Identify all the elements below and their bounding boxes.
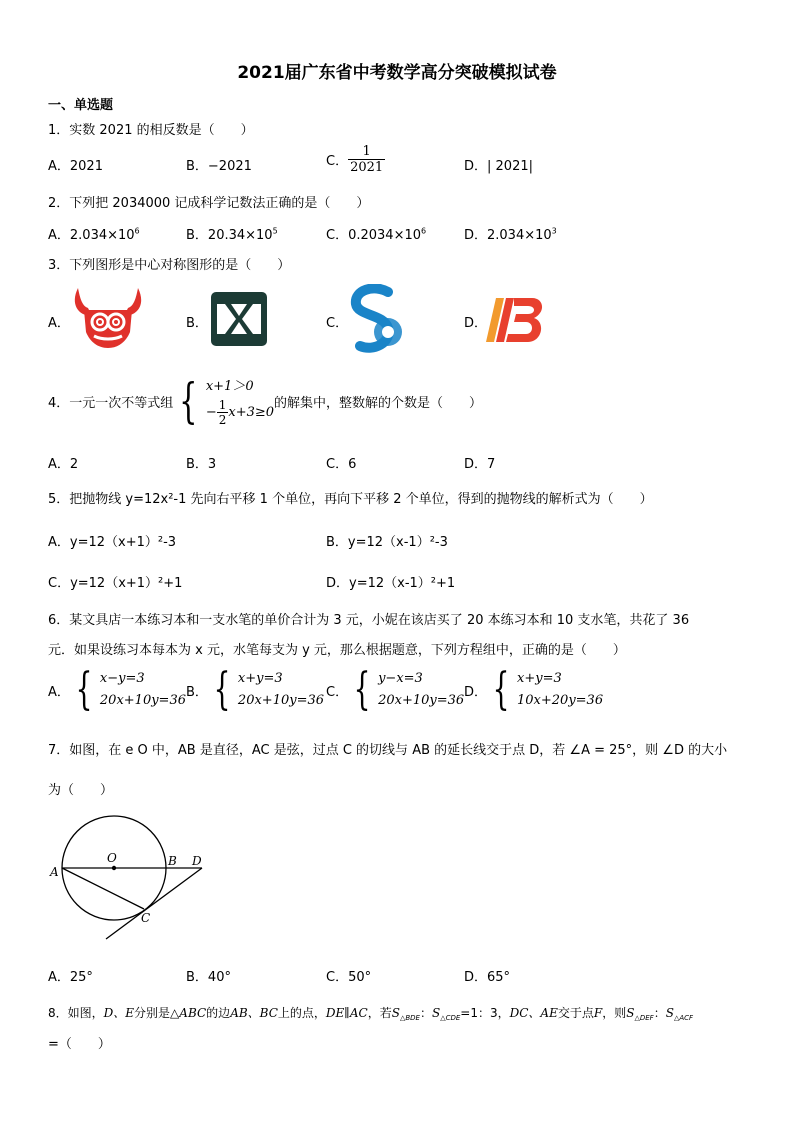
text: DE∥AC: [325, 1006, 368, 1020]
brace-icon: {: [353, 664, 371, 715]
q6-option-c[interactable]: [326, 664, 465, 715]
area-symbol: S: [391, 1006, 400, 1020]
q4-inequality-2: [206, 398, 274, 427]
q3-option-d[interactable]: D．: [464, 316, 488, 331]
text: =1：3，: [460, 1006, 510, 1020]
q6-stem-line2: 元．如果设练习本每本为 x 元，水笔每支为 y 元，那么根据题意，下列方程组中，正确的是（ ）: [48, 643, 626, 658]
q7-option-d[interactable]: D．65°: [464, 970, 511, 985]
equation-1: x+y=3: [517, 671, 562, 686]
fraction-numerator: 1: [218, 398, 227, 412]
q4-option-c[interactable]: C．6: [326, 457, 357, 472]
text: AB、BC: [230, 1006, 278, 1020]
q7-stem-line2: 为（ ）: [48, 783, 114, 798]
equation-system: [487, 664, 604, 715]
equation-1: x+y=3: [237, 671, 283, 686]
equation-2: 10x+20y=36: [517, 693, 604, 708]
q4-option-a[interactable]: A．2: [48, 457, 79, 472]
minus-sign: −: [205, 405, 217, 420]
subscript: △DEF: [634, 1014, 654, 1022]
q1-option-c-label: C．: [326, 154, 349, 169]
equation-system: [70, 664, 186, 715]
brace-icon: {: [492, 664, 510, 715]
brace-icon: {: [213, 664, 231, 715]
q7-stem-line1: 7．如图，在 e O 中，AB 是直径，AC 是弦，过点 C 的切线与 AB 的延长线交于点 D，若 ∠A = 25°，则 ∠D 的大小: [48, 743, 728, 758]
area-symbol: S: [665, 1006, 674, 1020]
q4-inequality-system: [173, 375, 274, 427]
text: DC、AE: [509, 1006, 558, 1020]
q3-option-b[interactable]: B．: [186, 316, 208, 331]
option-label: B．: [186, 684, 208, 700]
q2-option-a[interactable]: [48, 224, 140, 243]
fraction-numerator: 1: [362, 144, 371, 159]
q4-option-d[interactable]: D．7: [464, 457, 496, 472]
q1-option-d[interactable]: D．| 2021|: [464, 159, 533, 174]
text: 的边: [206, 1006, 231, 1020]
hourglass-logo: [209, 290, 269, 348]
text: ，则: [602, 1006, 627, 1020]
q8-stem-line2: =（ ）: [48, 1037, 111, 1052]
text: ，若: [367, 1006, 392, 1020]
option-label: A．: [48, 684, 70, 700]
q4-prefix: 4．一元一次不等式组: [48, 395, 174, 411]
q5-option-a[interactable]: A．y=12（x+1）²-3: [48, 535, 177, 550]
q4-stem: [48, 370, 482, 432]
option-base: B．20.34×10: [186, 228, 273, 243]
text: ：: [419, 1006, 432, 1020]
q7-circle-diagram: [44, 806, 220, 946]
q3-stem: 3．下列图形是中心对称图形的是（ ）: [48, 258, 291, 273]
option-exponent: 6: [421, 226, 427, 236]
b-logo: [484, 294, 548, 346]
q3-option-a[interactable]: A．: [48, 316, 70, 331]
option-label: D．: [464, 684, 488, 700]
s-logo: [344, 284, 406, 356]
label-c: C: [141, 911, 151, 925]
q6-option-a[interactable]: [48, 664, 186, 715]
option-base: D．2.034×10: [464, 228, 552, 243]
equation-system: [348, 664, 465, 715]
chord-ac: [62, 868, 144, 909]
q5-option-d[interactable]: D．y=12（x-1）²+1: [326, 576, 456, 591]
q1-option-c[interactable]: [326, 144, 385, 175]
text: 8．如图，: [48, 1006, 104, 1020]
q2-option-b[interactable]: [186, 224, 278, 243]
label-a: A: [50, 865, 59, 879]
label-d: D: [192, 854, 202, 868]
subscript: △ACF: [673, 1014, 694, 1022]
text: 上的点，: [277, 1006, 326, 1020]
center-point-o: [112, 866, 116, 870]
page-title: 2021届广东省中考数学高分突破模拟试卷: [237, 63, 557, 83]
equation-1: x−y=3: [99, 671, 145, 686]
equation-2: 20x+10y=36: [378, 693, 465, 708]
q1-option-a[interactable]: A．2021: [48, 159, 103, 174]
label-b: B: [168, 854, 177, 868]
fraction-denominator: 2021: [350, 160, 384, 175]
q2-stem: 2．下列把 2034000 记成科学记数法正确的是（ ）: [48, 196, 370, 211]
option-label: C．: [326, 684, 349, 700]
option-exponent: 5: [272, 226, 278, 236]
q5-option-b[interactable]: B．y=12（x-1）²-3: [326, 535, 448, 550]
q3-option-c[interactable]: C．: [326, 316, 349, 331]
label-o: O: [107, 851, 117, 865]
option-exponent: 3: [551, 226, 557, 236]
text: F: [593, 1006, 603, 1020]
equation-2: 20x+10y=36: [99, 693, 186, 708]
text: △ABC: [170, 1006, 207, 1020]
equation-system: [208, 664, 325, 715]
q5-stem: 5．把抛物线 y=12x²-1 先向右平移 1 个单位，再向下平移 2 个单位，得到的抛物线的解析式为（ ）: [48, 492, 653, 507]
q6-option-d[interactable]: [464, 664, 604, 715]
text: D、E: [103, 1006, 135, 1020]
brace-icon: {: [75, 664, 93, 715]
option-base: C．0.2034×10: [326, 228, 421, 243]
q1-stem: 1．实数 2021 的相反数是（ ）: [48, 123, 254, 138]
q2-option-d[interactable]: [464, 224, 557, 243]
q4-option-b[interactable]: B．3: [186, 457, 217, 472]
q4-inequality-1: x+1＞0: [205, 379, 254, 394]
brace-icon: {: [179, 373, 198, 429]
q2-option-c[interactable]: [326, 224, 426, 243]
tangent-line: [106, 868, 202, 939]
q4-fraction: [217, 398, 229, 427]
q5-option-c[interactable]: C．y=12（x+1）²+1: [48, 576, 183, 591]
q4-suffix: 的解集中，整数解的个数是（ ）: [274, 395, 483, 411]
text: 分别是: [134, 1006, 171, 1020]
q7-option-b[interactable]: B．40°: [186, 970, 231, 985]
q1-option-c-fraction: [348, 144, 385, 175]
subscript: △CDE: [440, 1014, 461, 1022]
q8-stem-line1: [48, 1004, 693, 1022]
ox-head-logo: [70, 286, 146, 350]
q7-option-c[interactable]: C．50°: [326, 970, 372, 985]
option-base: A．2.034×10: [48, 228, 135, 243]
option-exponent: 6: [134, 226, 140, 236]
q1-option-b[interactable]: B．−2021: [186, 159, 252, 174]
fraction-denominator: 2: [218, 413, 227, 427]
equation-2: 20x+10y=36: [237, 693, 325, 708]
text: 交于点: [557, 1006, 594, 1020]
equation-1: y−x=3: [378, 671, 423, 686]
area-symbol: S: [431, 1006, 441, 1020]
section-heading: 一、单选题: [48, 98, 114, 113]
text: ：: [653, 1006, 666, 1020]
q7-option-a[interactable]: A．25°: [48, 970, 93, 985]
q6-stem-line1: 6．某文具店一本练习本和一支水笔的单价合计为 3 元，小妮在该店买了 20 本练习本和 10 支水笔，共花了 36: [48, 613, 690, 628]
area-symbol: S: [626, 1006, 635, 1020]
q6-option-b[interactable]: [186, 664, 325, 715]
subscript: △BDE: [399, 1014, 420, 1022]
q4-inequality-2-rest: x+3≥0: [228, 405, 275, 420]
